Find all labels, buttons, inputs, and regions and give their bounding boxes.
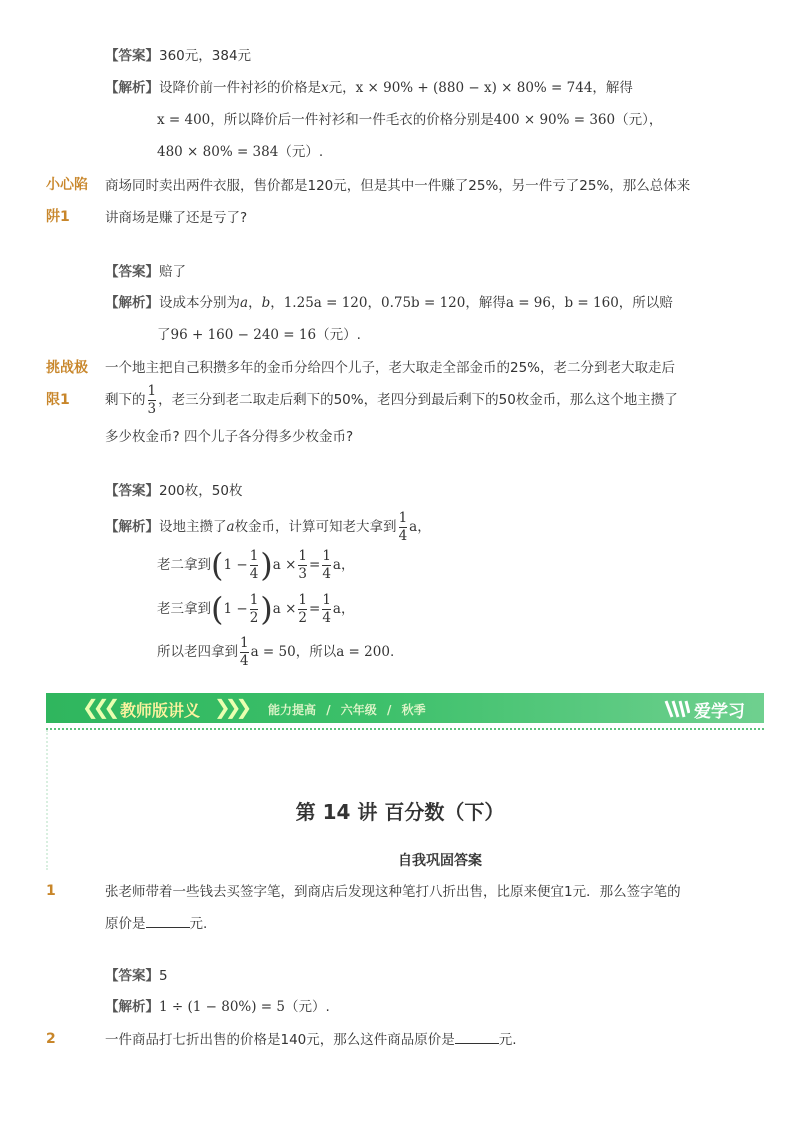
analysis-line [157,589,354,629]
challenge-label-line: 限1 [46,392,70,408]
chevron-right-icon: ❯❯❯ [214,695,247,719]
math-expr: 1 − [223,557,248,573]
analysis-line [157,143,323,161]
math-expr: a × [272,557,297,573]
trap-label-line: 阱1 [46,209,70,225]
fraction-den: 2 [298,609,308,626]
fraction [148,384,157,417]
question-number: 1 [46,883,56,899]
fraction-den: 2 [249,609,259,626]
answer-text: 5 [159,968,168,984]
fraction-den: 3 [298,565,308,582]
math-expr: 96 + 160 − 240 = 16 [170,327,317,343]
fraction [250,593,259,626]
fraction-num: 1 [147,382,157,399]
fraction-num: 1 [298,547,308,564]
answer-line [105,967,168,985]
breadcrumb-item: 能力提高 [268,703,317,717]
analysis-line [105,294,673,312]
analysis-text: （元）. [285,999,330,1015]
fraction [399,511,408,544]
analysis-text: ，解得 [465,295,506,311]
analysis-text: 设降价前一件衬衫的价格是 [159,80,321,96]
analysis-text: （元）. [316,327,361,343]
answer-text: 360元，384元 [159,48,252,64]
answer-tag: 【答案】 [105,483,159,499]
fraction-num: 1 [398,509,408,526]
fraction-num: 1 [240,634,249,651]
answer-blank [455,1031,499,1044]
section-subtitle: 自我巩固答案 [398,853,482,869]
analysis-line [105,998,330,1016]
fraction-num: 1 [249,591,259,608]
brand-name: 爱学习 [694,702,745,722]
math-expr: a， [332,557,355,573]
math-expr: x × 90% + (880 − x) × 80% = 744 [355,80,593,96]
fraction [322,549,331,582]
math-expr: 400 × 90% = 360 [493,112,616,128]
answer-line [105,263,186,281]
header-banner [46,693,764,723]
chevron-left-icon: ❮❮❮ [82,695,115,719]
analysis-tag: 【解析】 [105,999,159,1015]
math-var: x [321,80,329,96]
question-text: 商场同时卖出两件衣服，售价都是120元，但是其中一件赚了25%，另一件亏了25%，那么总体来 [105,178,691,194]
fraction-den: 3 [147,400,157,417]
analysis-text: 所以老四拿到 [157,644,238,660]
fraction [298,593,307,626]
question-line [105,380,678,420]
challenge-label [46,359,88,409]
trap-label-line: 小心陷 [46,177,88,193]
analysis-text: ， [248,295,262,311]
fraction-den: 4 [322,565,331,582]
fraction-num: 1 [322,591,331,608]
math-expr: a， [332,601,355,617]
paren: ) [260,590,273,628]
question-text: 讲商场是赚了还是亏了? [105,210,248,226]
analysis-text: 元， [328,80,356,96]
fraction [240,636,249,669]
math-expr: ，1.25a = 120，0.75b = 120 [270,295,466,311]
paren: ) [260,546,273,584]
question-text: 元. [498,1032,517,1048]
math-expr: = [309,557,321,573]
answer-text: 200枚，50枚 [159,483,243,499]
math-expr: 1 ÷ (1 − 80%) = 5 [159,999,285,1015]
analysis-line [105,508,431,546]
math-expr: a = 200 [336,644,390,660]
question-text: 一个地主把自己积攒多年的金币分给四个儿子，老大取走全部金币的25%，老二分到老大取走后 [105,360,676,376]
paren: ( [211,590,224,628]
analysis-line [157,632,394,672]
math-expr: = [309,601,321,617]
answer-tag: 【答案】 [105,968,159,984]
analysis-text: 了 [157,327,171,343]
fraction [322,593,331,626]
edition-label: 教师版讲义 [120,701,201,720]
challenge-label-line: 挑战极 [46,360,88,376]
analysis-text: 枚金币，计算可知老大拿到 [234,519,397,535]
analysis-tag: 【解析】 [105,519,159,535]
question-text: 原价是 [105,916,146,932]
math-var: a [226,519,235,535]
breadcrumb-sep: / [326,703,331,717]
breadcrumb-item: 秋季 [401,703,426,717]
math-expr: 1 − [223,601,248,617]
answer-tag: 【答案】 [105,48,159,64]
answer-line [105,47,251,65]
paren: ( [211,546,224,584]
divider [46,728,764,730]
math-expr: a × [272,601,297,617]
analysis-text: 老二拿到 [157,557,211,573]
analysis-line [157,326,361,344]
math-expr: a = 50 [250,644,296,660]
answer-line [105,482,242,500]
answer-blank [146,915,190,928]
fraction-den: 4 [398,527,408,544]
analysis-line [157,545,354,585]
fraction-den: 4 [249,565,259,582]
question-text: 剩下的 [105,392,146,408]
question-text: ，老三分到老二取走后剩下的50%，老四分到最后剩下的50枚金币，那么这个地主攒了 [158,392,678,408]
question-text: 张老师带着一些钱去买签字笔，到商店后发现这种笔打八折出售，比原来便宜1元．那么签字笔的 [105,884,681,900]
analysis-text: （元）. [278,144,324,160]
math-expr: a， [409,519,431,535]
brand-logo-icon [664,697,690,719]
analysis-text: ，所以赔 [618,295,673,311]
analysis-line [105,79,633,97]
fraction [298,549,307,582]
fraction-num: 1 [249,547,259,564]
math-expr: x = 400 [157,112,211,128]
analysis-tag: 【解析】 [105,80,159,96]
math-var: b [261,295,271,311]
analysis-text: 设成本分别为 [159,295,240,311]
trap-label [46,176,88,226]
analysis-text: ，所以降价后一件衬衫和一件毛衣的价格分别是 [210,112,494,128]
analysis-text: ，所以 [295,644,337,660]
chapter-title: 第 14 讲 百分数（下） [295,800,505,824]
breadcrumb-item: 六年级 [340,703,377,717]
math-expr: 480 × 80% = 384 [157,144,279,160]
question-line [105,1031,517,1049]
analysis-tag: 【解析】 [105,295,159,311]
question-text: 一件商品打七折出售的价格是140元，那么这件商品原价是 [105,1032,455,1048]
analysis-text: （元）， [615,112,663,128]
math-expr: ，b = 160 [550,295,619,311]
analysis-text: 老三拿到 [157,601,211,617]
fraction [250,549,259,582]
fraction-den: 4 [240,652,249,669]
analysis-line [157,111,662,129]
fraction-num: 1 [298,591,308,608]
question-number: 2 [46,1031,56,1047]
fraction-den: 4 [322,609,331,626]
answer-text: 赔了 [159,264,186,280]
answer-tag: 【答案】 [105,264,159,280]
question-text: 多少枚金币? 四个儿子各分得多少枚金币? [105,429,354,445]
math-expr: a = 96 [505,295,551,311]
analysis-text: 设地主攒了 [159,519,227,535]
analysis-text: ，解得 [592,80,633,96]
question-line [105,915,207,933]
analysis-text: . [389,644,395,660]
question-text: 元. [189,916,208,932]
breadcrumb [268,701,426,718]
fraction-num: 1 [322,547,331,564]
math-var: a [240,295,249,311]
breadcrumb-sep: / [386,703,392,717]
